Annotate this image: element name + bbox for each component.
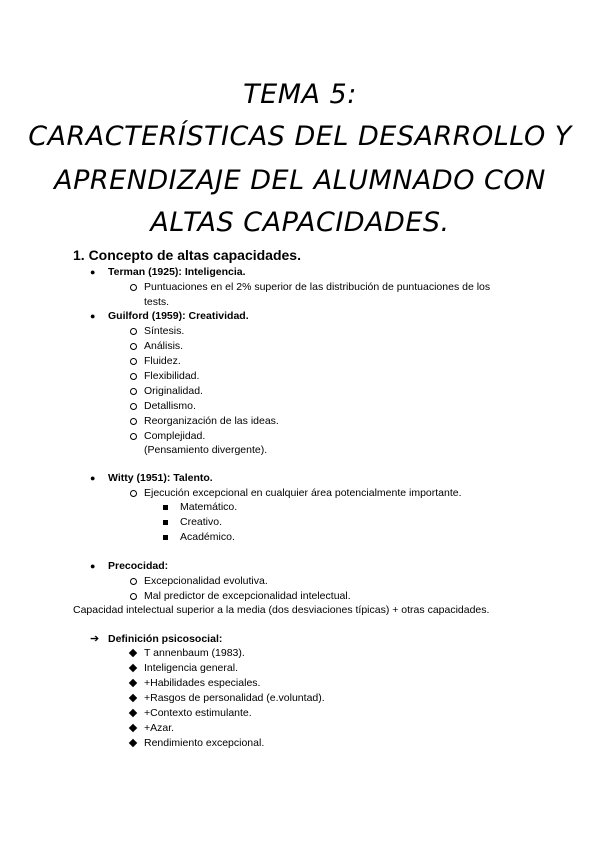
terman-label: Terman (1925): Inteligencia. bbox=[108, 266, 246, 278]
guilford-item: Flexibilidad. bbox=[144, 370, 200, 382]
circle-bullet-icon bbox=[130, 593, 137, 600]
psicosocial-item: +Contexto estimulante. bbox=[144, 707, 252, 719]
diamond-bullet-icon bbox=[129, 664, 137, 672]
circle-bullet-icon bbox=[130, 358, 137, 365]
guilford-note: (Pensamiento divergente). bbox=[144, 444, 268, 456]
circle-bullet-icon bbox=[130, 403, 137, 410]
circle-bullet-icon bbox=[130, 284, 137, 291]
guilford-item: Fluidez. bbox=[144, 355, 181, 367]
psicosocial-label: Definición psicosocial: bbox=[108, 633, 223, 645]
psicosocial-item: Rendimiento excepcional. bbox=[144, 737, 265, 749]
circle-bullet-icon bbox=[130, 578, 137, 585]
psicosocial-item: +Azar. bbox=[144, 722, 175, 734]
circle-bullet-icon bbox=[130, 343, 137, 350]
circle-bullet-icon bbox=[130, 328, 137, 335]
title-line-2: CARACTERÍSTICAS DEL DESARROLLO Y bbox=[28, 121, 572, 152]
diamond-bullet-icon bbox=[129, 739, 137, 747]
precocidad-item: Excepcionalidad evolutiva. bbox=[144, 575, 268, 587]
precocidad-label: Precocidad: bbox=[108, 560, 169, 572]
arrow-right-icon: ➔ bbox=[90, 633, 100, 645]
diamond-bullet-icon bbox=[129, 724, 137, 732]
diamond-bullet-icon bbox=[129, 649, 137, 657]
witty-label: Witty (1951): Talento. bbox=[108, 472, 213, 484]
circle-bullet-icon bbox=[130, 490, 137, 497]
bullet-dot-icon: ● bbox=[90, 473, 96, 483]
circle-bullet-icon bbox=[130, 373, 137, 380]
guilford-item: Reorganización de las ideas. bbox=[144, 415, 279, 427]
terman-sub-line1: Puntuaciones en el 2% superior de las distribución de puntuaciones de los bbox=[144, 281, 491, 293]
bullet-dot-icon: ● bbox=[90, 561, 96, 571]
summary-text: Capacidad intelectual superior a la media (dos desviaciones típicas) + otras capacidades. bbox=[73, 604, 490, 616]
diamond-bullet-icon bbox=[129, 694, 137, 702]
square-bullet-icon bbox=[163, 505, 168, 510]
guilford-item: Síntesis. bbox=[144, 325, 185, 337]
square-bullet-icon bbox=[163, 535, 168, 540]
guilford-label: Guilford (1959): Creatividad. bbox=[108, 310, 249, 322]
guilford-item: Originalidad. bbox=[144, 385, 203, 397]
witty-item: Académico. bbox=[180, 531, 235, 543]
psicosocial-item: T annenbaum (1983). bbox=[144, 647, 245, 659]
psicosocial-item: +Rasgos de personalidad (e.voluntad). bbox=[144, 692, 325, 704]
bullet-dot-icon: ● bbox=[90, 311, 96, 321]
title-line-1: TEMA 5: bbox=[243, 79, 357, 110]
diamond-bullet-icon bbox=[129, 679, 137, 687]
bullet-dot-icon: ● bbox=[90, 267, 96, 277]
terman-sub-line2: tests. bbox=[144, 296, 170, 308]
witty-item: Creativo. bbox=[180, 516, 223, 528]
section-heading: 1. Concepto de altas capacidades. bbox=[73, 247, 301, 263]
circle-bullet-icon bbox=[130, 433, 137, 440]
circle-bullet-icon bbox=[130, 388, 137, 395]
diamond-bullet-icon bbox=[129, 709, 137, 717]
guilford-item: Complejidad. bbox=[144, 430, 206, 442]
witty-sub: Ejecución excepcional en cualquier área potencialmente importante. bbox=[144, 487, 462, 499]
square-bullet-icon bbox=[163, 520, 168, 525]
guilford-item: Análisis. bbox=[144, 340, 184, 352]
psicosocial-item: +Habilidades especiales. bbox=[144, 677, 261, 689]
title-line-4: ALTAS CAPACIDADES. bbox=[150, 207, 450, 238]
psicosocial-item: Inteligencia general. bbox=[144, 662, 238, 674]
witty-item: Matemático. bbox=[180, 501, 238, 513]
title-line-3: APRENDIZAJE DEL ALUMNADO CON bbox=[54, 165, 546, 196]
precocidad-item: Mal predictor de excepcionalidad intelectual. bbox=[144, 590, 351, 602]
circle-bullet-icon bbox=[130, 418, 137, 425]
guilford-item: Detallismo. bbox=[144, 400, 196, 412]
